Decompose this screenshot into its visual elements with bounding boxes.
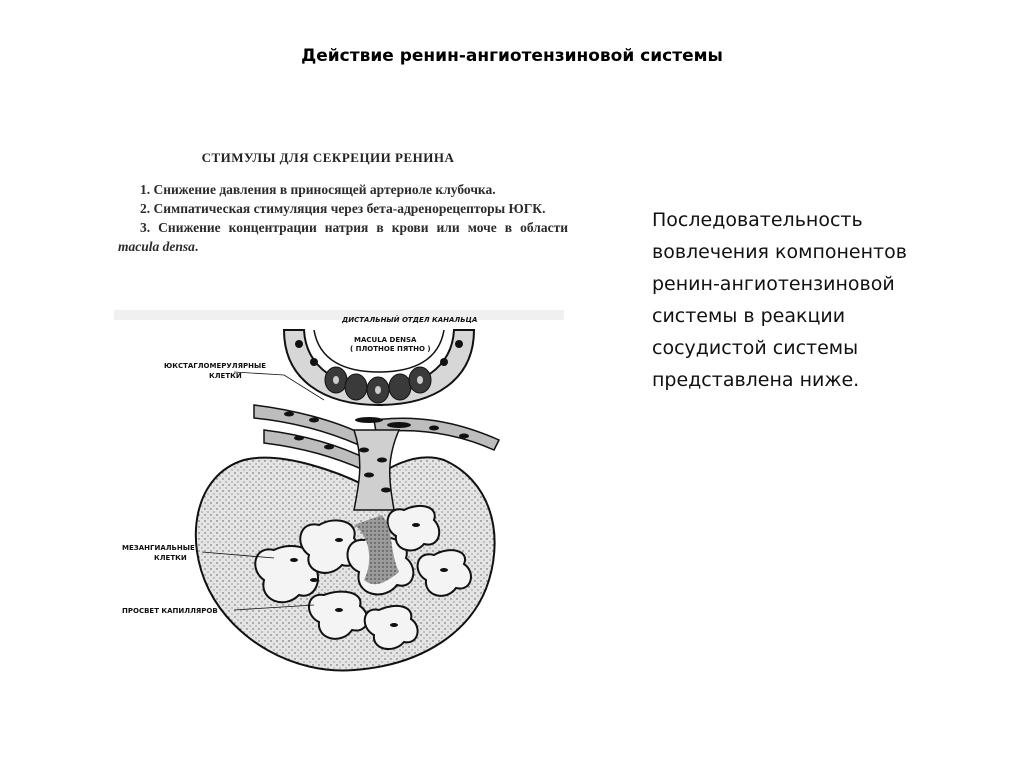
label-capillary-lumen: ПРОСВЕТ КАПИЛЛЯРОВ <box>122 607 218 615</box>
label-jg-cells-1: ЮКСТАГЛОМЕРУЛЯРНЫЕ <box>164 362 266 370</box>
label-macula-densa-ru: ( ПЛОТНОЕ ПЯТНО ) <box>350 345 431 353</box>
label-jg-cells-2: КЛЕТКИ <box>209 372 242 380</box>
scanned-text-block <box>118 150 568 256</box>
stimulus-item-2: 2. Симпатическая стимуляция через бета-адренорецепторы ЮГК. <box>140 201 546 216</box>
stimulus-item-1: 1. Снижение давления в приносящей артериоле клубочка. <box>140 182 496 197</box>
stimulus-item-3-text: 3. Снижение концентрации натрия в крови или моче в области <box>140 220 568 235</box>
stimuli-list <box>118 180 568 256</box>
scan-heading: СТИМУЛЫ ДЛЯ СЕКРЕЦИИ РЕНИНА <box>201 150 455 165</box>
stimulus-item-3 <box>118 218 568 256</box>
macula-densa-term: macula densa <box>118 239 195 254</box>
label-distal-tubule: ДИСТАЛЬНЫЙ ОТДЕЛ КАНАЛЬЦА <box>342 316 478 324</box>
slide-title: Действие ренин-ангиотензиновой системы <box>301 46 723 66</box>
label-mesangial-1: МЕЗАНГИАЛЬНЫЕ <box>122 544 195 552</box>
label-macula-densa: MACULA DENSA <box>354 336 417 344</box>
label-mesangial-2: КЛЕТКИ <box>154 554 187 562</box>
stimulus-item-3-end: . <box>194 239 199 254</box>
juxtaglomerular-diagram <box>114 310 564 680</box>
slide-caption: Последовательность вовлечения компонентов ренин-ангиотензиновой системы в реакции сосудистой системы представлена ниже. <box>652 209 907 391</box>
